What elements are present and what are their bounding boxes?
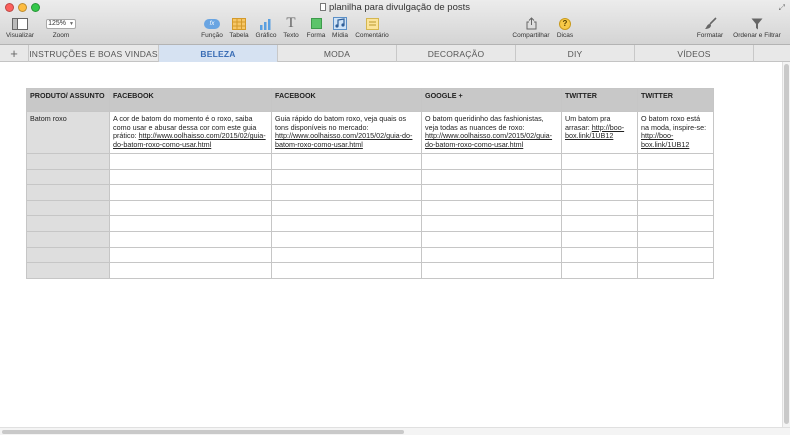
share-button[interactable]: Compartilhar bbox=[510, 16, 552, 39]
table-cell[interactable] bbox=[638, 231, 714, 247]
table-cell[interactable] bbox=[27, 216, 110, 232]
tab-moda[interactable]: MODA bbox=[278, 45, 397, 62]
view-button[interactable]: Visualizar bbox=[4, 16, 36, 39]
post-link[interactable]: http://www.oolhaisso.com/2015/02/guia-do-batom-roxo-como-usar.html bbox=[425, 131, 553, 149]
table-cell[interactable] bbox=[422, 200, 562, 216]
sheet-tabs bbox=[0, 45, 790, 62]
table-cell[interactable] bbox=[110, 169, 272, 185]
table-cell[interactable] bbox=[422, 263, 562, 279]
header-cell[interactable]: TWITTER bbox=[562, 89, 638, 112]
spreadsheet-table bbox=[26, 88, 714, 279]
table-cell[interactable] bbox=[272, 154, 422, 170]
text-button[interactable]: T Texto bbox=[281, 16, 301, 39]
table-row bbox=[27, 112, 714, 154]
table-icon bbox=[228, 16, 250, 31]
table-cell[interactable] bbox=[272, 216, 422, 232]
text-icon: T bbox=[286, 15, 296, 31]
table-cell[interactable] bbox=[110, 185, 272, 201]
table-cell[interactable]: A cor de batom do momento é o roxo, saiba como usar e abusar dessa cor com este guia prático: http://www.oolhaisso.com/2015/02/guia-do-batom-roxo-como-usar.html bbox=[110, 112, 272, 154]
media-icon bbox=[330, 16, 350, 31]
question-icon: ? bbox=[555, 16, 575, 31]
table-cell[interactable] bbox=[27, 231, 110, 247]
table-cell[interactable] bbox=[422, 185, 562, 201]
plus-icon: + bbox=[10, 46, 18, 61]
tab-instrucoes[interactable]: INSTRUÇÕES E BOAS VINDAS bbox=[29, 45, 159, 62]
header-cell[interactable]: GOOGLE + bbox=[422, 89, 562, 112]
table-cell[interactable] bbox=[638, 247, 714, 263]
table-cell[interactable] bbox=[27, 247, 110, 263]
table-cell[interactable] bbox=[422, 216, 562, 232]
table-cell[interactable] bbox=[562, 169, 638, 185]
table-row bbox=[27, 247, 714, 263]
function-icon: fx bbox=[200, 16, 224, 31]
format-button[interactable]: Formatar bbox=[696, 16, 724, 39]
table-cell[interactable] bbox=[272, 185, 422, 201]
table-cell[interactable] bbox=[272, 200, 422, 216]
shape-button[interactable]: Forma bbox=[305, 16, 327, 39]
table-cell[interactable] bbox=[422, 231, 562, 247]
table-cell[interactable] bbox=[27, 154, 110, 170]
table-cell[interactable]: O batom roxo está na moda, inspire-se: http://boo-box.link/1UB12 bbox=[638, 112, 714, 154]
table-cell[interactable] bbox=[272, 169, 422, 185]
table-cell[interactable] bbox=[272, 247, 422, 263]
table-cell[interactable] bbox=[638, 263, 714, 279]
table-cell[interactable]: O batom queridinho das fashionistas, veja todas as nuances de roxo: http://www.oolhaisso.com/2015/02/guia-do-batom-roxo-como-usar.html bbox=[422, 112, 562, 154]
table-cell[interactable] bbox=[110, 247, 272, 263]
table-cell[interactable] bbox=[562, 247, 638, 263]
tab-diy[interactable]: DIY bbox=[516, 45, 635, 62]
vertical-scrollbar[interactable] bbox=[782, 62, 790, 427]
table-cell[interactable] bbox=[562, 231, 638, 247]
vertical-scroll-thumb[interactable] bbox=[784, 64, 789, 424]
table-cell[interactable] bbox=[638, 200, 714, 216]
sort-filter-button[interactable]: Ordenar e Filtrar bbox=[730, 16, 784, 39]
table-cell[interactable]: Guia rápido do batom roxo, veja quais os tons disponíveis no mercado: http://www.oolhaisso.com/2015/02/guia-do-batom-roxo-como-usar.html bbox=[272, 112, 422, 154]
table-row bbox=[27, 231, 714, 247]
function-button[interactable]: fx Função bbox=[200, 16, 224, 39]
add-sheet-button[interactable] bbox=[0, 45, 29, 62]
table-cell[interactable] bbox=[638, 154, 714, 170]
header-cell[interactable]: TWITTER bbox=[638, 89, 714, 112]
share-icon bbox=[510, 16, 552, 31]
table-row bbox=[27, 169, 714, 185]
table-cell[interactable] bbox=[638, 185, 714, 201]
table-cell[interactable] bbox=[562, 200, 638, 216]
fullscreen-icon[interactable]: ⤢ bbox=[778, 3, 785, 12]
table-cell[interactable] bbox=[110, 200, 272, 216]
table-cell[interactable] bbox=[27, 185, 110, 201]
media-button[interactable]: Mídia bbox=[330, 16, 350, 39]
shape-icon bbox=[305, 16, 327, 31]
toolbar bbox=[0, 0, 790, 45]
table-cell[interactable] bbox=[110, 231, 272, 247]
table-row bbox=[27, 263, 714, 279]
table-row bbox=[27, 200, 714, 216]
table-cell[interactable] bbox=[638, 216, 714, 232]
table-cell[interactable] bbox=[110, 154, 272, 170]
table-cell[interactable]: Um batom pra arrasar: http://boo-box.link/1UB12 bbox=[562, 112, 638, 154]
table-cell[interactable] bbox=[562, 263, 638, 279]
header-row bbox=[27, 89, 714, 112]
tab-decoracao[interactable]: DECORAÇÃO bbox=[397, 45, 516, 62]
table-cell[interactable] bbox=[272, 263, 422, 279]
document-icon bbox=[320, 3, 326, 11]
table-row bbox=[27, 216, 714, 232]
chart-button[interactable]: Gráfico bbox=[254, 16, 278, 39]
paintbrush-icon bbox=[696, 16, 724, 31]
table-cell[interactable] bbox=[110, 216, 272, 232]
table-cell[interactable] bbox=[422, 247, 562, 263]
post-link[interactable]: http://www.oolhaisso.com/2015/02/guia-do-batom-roxo-como-usar.html bbox=[113, 131, 266, 149]
header-cell[interactable]: PRODUTO/ ASSUNTO bbox=[27, 89, 110, 112]
table-row bbox=[27, 154, 714, 170]
horizontal-scroll-thumb[interactable] bbox=[2, 430, 404, 434]
tab-beleza[interactable]: BELEZA bbox=[159, 45, 278, 62]
header-cell[interactable]: FACEBOOK bbox=[110, 89, 272, 112]
horizontal-scrollbar[interactable] bbox=[0, 427, 790, 435]
table-cell[interactable] bbox=[27, 263, 110, 279]
filter-icon bbox=[730, 16, 784, 31]
table-cell[interactable] bbox=[110, 263, 272, 279]
tab-videos[interactable]: VÍDEOS bbox=[635, 45, 754, 62]
zoom-select[interactable]: 125% ▼ bbox=[46, 19, 76, 29]
table-cell[interactable] bbox=[27, 200, 110, 216]
comment-button[interactable]: Comentário bbox=[352, 16, 392, 39]
table-cell[interactable] bbox=[562, 216, 638, 232]
post-link[interactable]: http://www.oolhaisso.com/2015/02/guia-do-batom-roxo-como-usar.html bbox=[275, 131, 413, 149]
header-cell[interactable]: FACEBOOK bbox=[272, 89, 422, 112]
chart-icon bbox=[254, 16, 278, 31]
post-link[interactable]: http://boo-box.link/1UB12 bbox=[641, 131, 690, 149]
table-cell[interactable] bbox=[422, 154, 562, 170]
chevron-down-icon: ▼ bbox=[68, 20, 74, 27]
window-title: planilha para divulgação de posts bbox=[0, 2, 790, 13]
post-link[interactable]: http://boo-box.link/1UB12 bbox=[565, 122, 625, 141]
comment-icon bbox=[352, 16, 392, 31]
table-cell[interactable] bbox=[638, 169, 714, 185]
tips-button[interactable]: ? Dicas bbox=[555, 16, 575, 39]
table-cell[interactable] bbox=[422, 169, 562, 185]
table-cell[interactable] bbox=[27, 169, 110, 185]
table-row bbox=[27, 185, 714, 201]
table-button[interactable]: Tabela bbox=[228, 16, 250, 39]
topic-cell[interactable]: Batom roxo bbox=[27, 112, 110, 154]
view-icon bbox=[4, 16, 36, 31]
table-cell[interactable] bbox=[562, 185, 638, 201]
table-cell[interactable] bbox=[272, 231, 422, 247]
zoom-control[interactable]: 125% ▼ Zoom bbox=[44, 16, 78, 39]
table-cell[interactable] bbox=[562, 154, 638, 170]
